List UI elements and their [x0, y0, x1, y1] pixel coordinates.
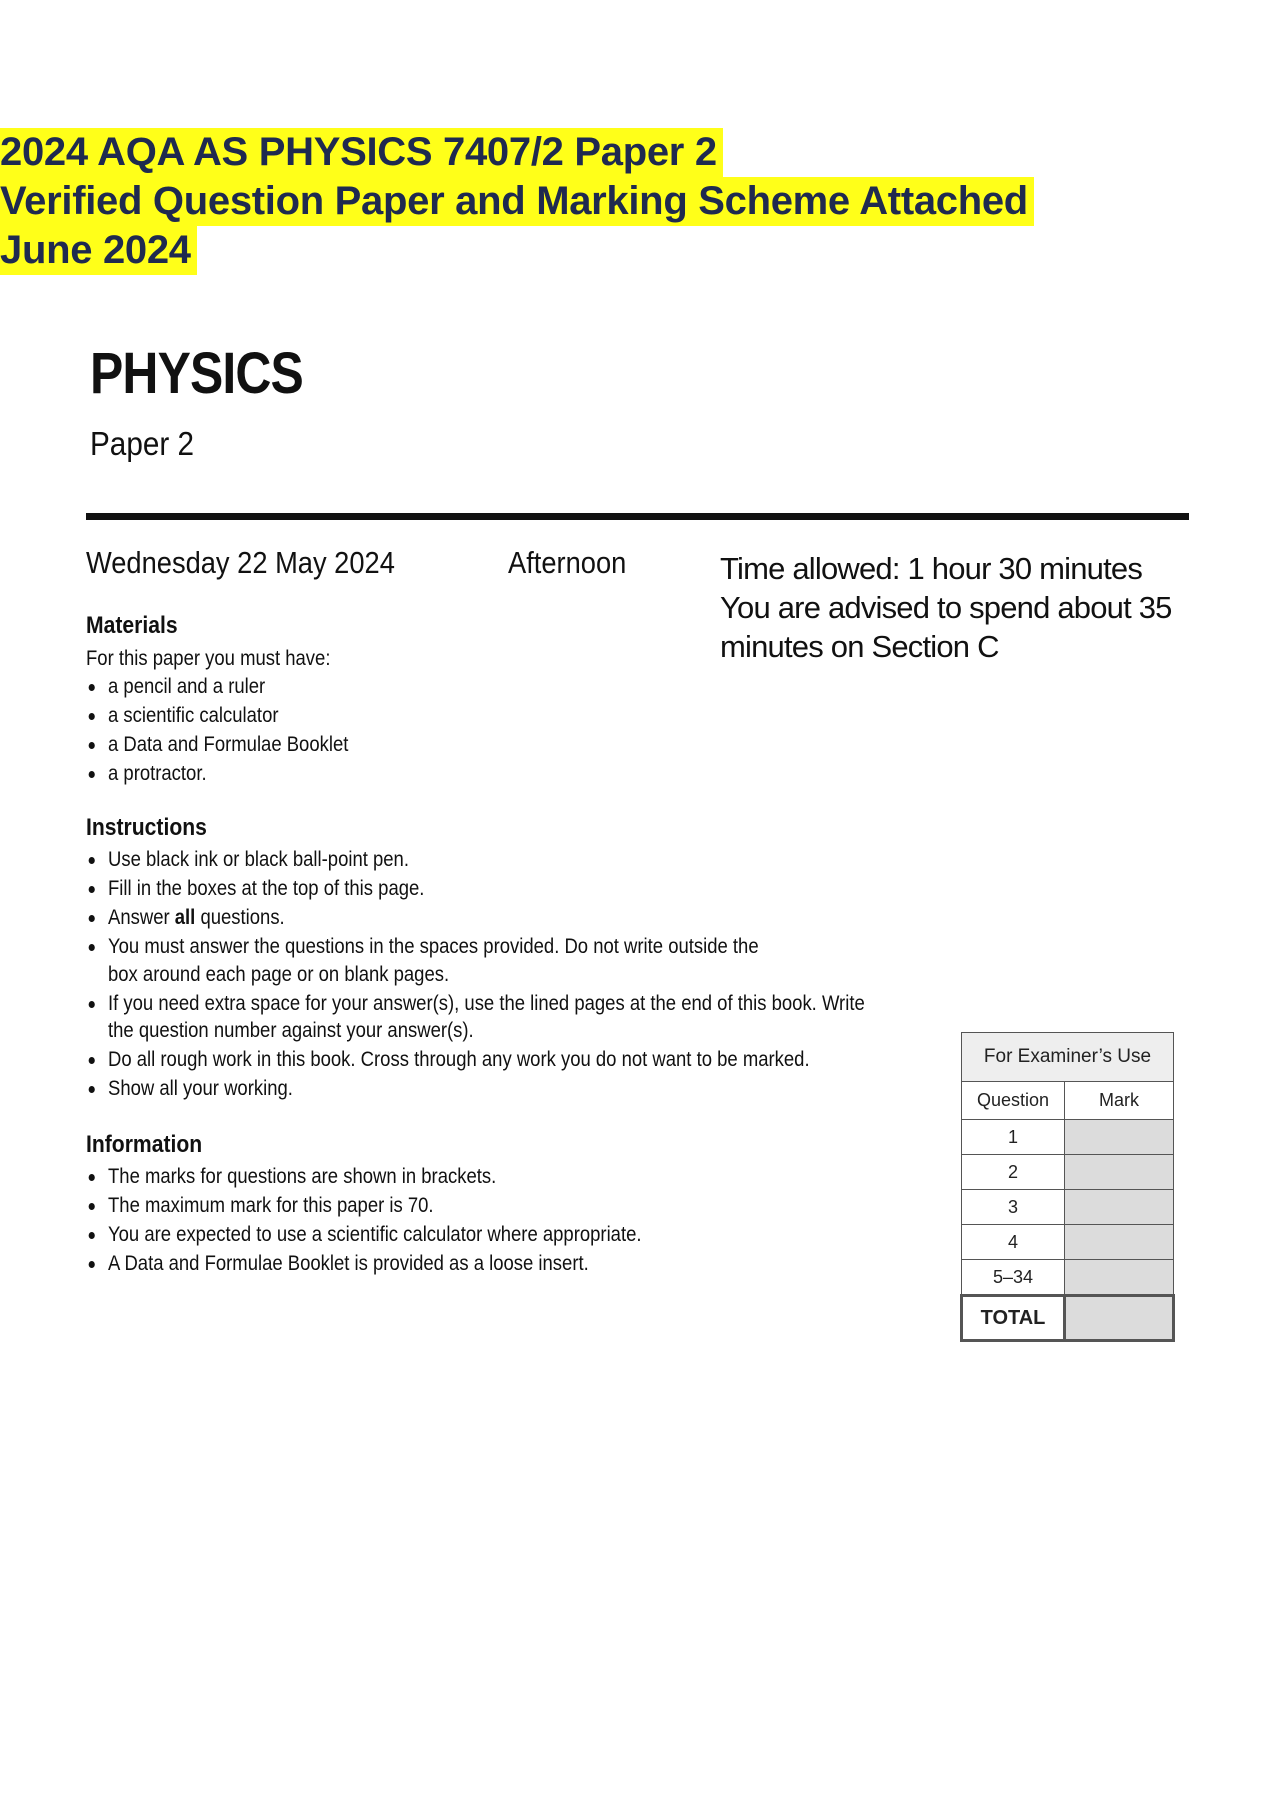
information-heading: Information: [86, 1131, 203, 1158]
total-row: [962, 1296, 1174, 1341]
mark-cell: [1065, 1225, 1174, 1260]
answer-prefix: Answer: [108, 906, 175, 929]
question-number: 5–34: [962, 1260, 1065, 1296]
banner-subtitle-line: Verified Question Paper and Marking Scheme Attached: [0, 177, 1034, 226]
question-number: 2: [962, 1155, 1065, 1190]
examiner-table-title: For Examiner’s Use: [962, 1033, 1174, 1082]
materials-heading: Materials: [86, 612, 178, 639]
answer-all-emphasis: all: [174, 906, 196, 929]
materials-list: [86, 673, 384, 788]
list-item: Use black ink or black ball-point pen.: [86, 846, 865, 874]
document-banner: [0, 128, 1034, 275]
list-item: The maximum mark for this paper is 70.: [86, 1192, 642, 1220]
list-item: You are expected to use a scientific calculator where appropriate.: [86, 1221, 642, 1249]
mark-cell: [1065, 1120, 1174, 1155]
paper-number: Paper 2: [90, 425, 195, 462]
materials-section: [86, 612, 384, 789]
examiner-use-table: [960, 1032, 1175, 1342]
question-column-header: Question: [962, 1082, 1065, 1120]
mark-cell: [1065, 1190, 1174, 1225]
table-row: [962, 1225, 1174, 1260]
table-row: [962, 1120, 1174, 1155]
materials-intro: For this paper you must have:: [86, 647, 331, 670]
header-divider: [86, 513, 1189, 520]
mark-cell: [1065, 1155, 1174, 1190]
instructions-list: [86, 846, 971, 1103]
mark-cell: [1065, 1260, 1174, 1296]
table-row: [962, 1190, 1174, 1225]
list-item: The marks for questions are shown in brackets.: [86, 1163, 642, 1191]
list-item: You must answer the questions in the spaces provided. Do not write outside the box around each page or on blank pages.: [86, 933, 865, 988]
list-item: a scientific calculator: [86, 702, 348, 730]
list-item: a pencil and a ruler: [86, 673, 348, 701]
table-row: [962, 1260, 1174, 1296]
table-row: [962, 1155, 1174, 1190]
instructions-section: [86, 814, 971, 1104]
banner-title-line: 2024 AQA AS PHYSICS 7407/2 Paper 2: [0, 128, 723, 177]
list-item: Show all your working.: [86, 1075, 865, 1103]
mark-column-header: Mark: [1065, 1082, 1174, 1120]
exam-date: Wednesday 22 May 2024: [86, 545, 395, 580]
list-item: If you need extra space for your answer(s), use the lined pages at the end of this book. Write the question number against your answer(s).: [86, 990, 865, 1045]
banner-date-line: June 2024: [0, 226, 197, 275]
list-item: a protractor.: [86, 760, 348, 788]
question-number: 3: [962, 1190, 1065, 1225]
question-number: 1: [962, 1120, 1065, 1155]
information-list: [86, 1163, 717, 1278]
list-item: a Data and Formulae Booklet: [86, 731, 348, 759]
question-number: 4: [962, 1225, 1065, 1260]
subject-title: PHYSICS: [90, 341, 303, 406]
instructions-heading: Instructions: [86, 814, 207, 841]
total-label: TOTAL: [962, 1296, 1065, 1341]
list-item: A Data and Formulae Booklet is provided as a loose insert.: [86, 1250, 642, 1278]
exam-session: Afternoon: [508, 545, 627, 580]
list-item: Do all rough work in this book. Cross through any work you do not want to be marked.: [86, 1046, 865, 1074]
answer-suffix: questions.: [195, 906, 285, 929]
list-item-answer-all: [86, 904, 865, 932]
total-mark-cell: [1065, 1296, 1174, 1341]
list-item: Fill in the boxes at the top of this page.: [86, 875, 865, 903]
information-section: [86, 1131, 717, 1279]
time-allowed: Time allowed: 1 hour 30 minutes You are advised to spend about 35 minutes on Section C: [720, 551, 1172, 664]
